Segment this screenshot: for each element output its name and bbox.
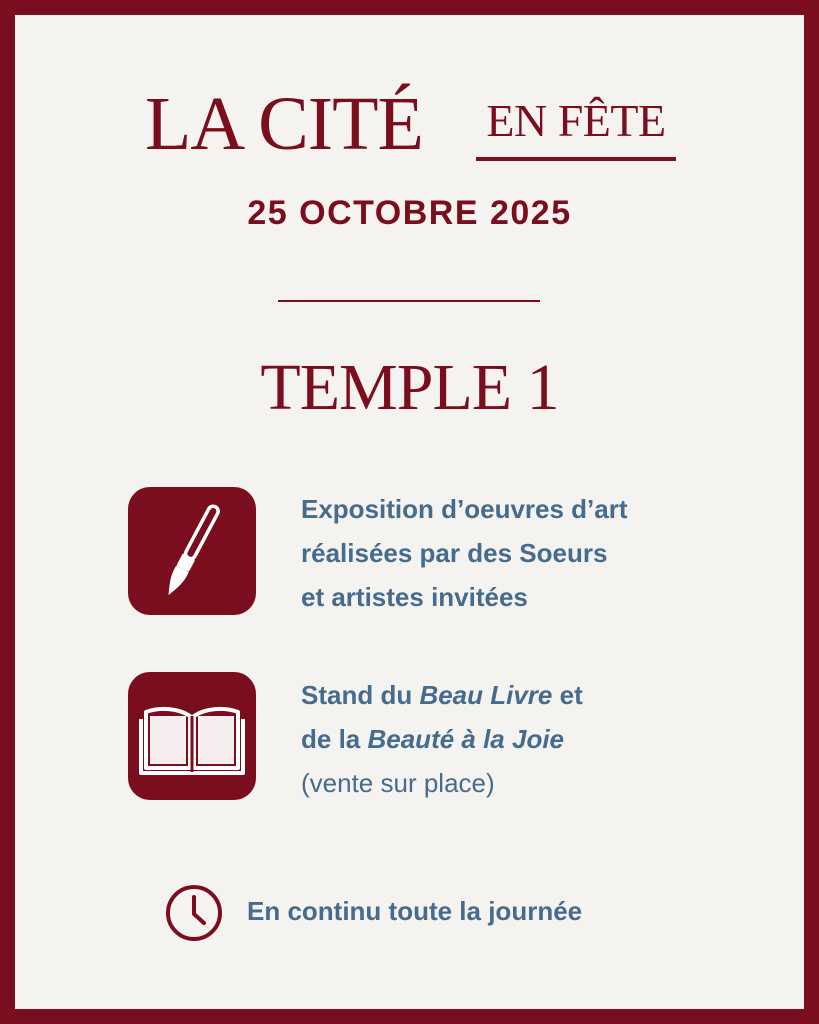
event-subtitle: EN FÊTE bbox=[486, 95, 666, 146]
item-stand-line1 bbox=[301, 673, 583, 717]
open-book-icon bbox=[128, 672, 256, 800]
open-book-icon-tile bbox=[128, 672, 256, 800]
paintbrush-icon-tile bbox=[128, 487, 256, 615]
item-stand-line3: (vente sur place) bbox=[301, 768, 495, 798]
clock-icon bbox=[165, 884, 223, 942]
item-stand-line2 bbox=[301, 717, 583, 761]
section-title: TEMPLE 1 bbox=[260, 351, 559, 424]
item-exposition-line2: réalisées par des Soeurs bbox=[301, 538, 608, 568]
subtitle-underline bbox=[476, 157, 676, 161]
divider bbox=[278, 300, 540, 302]
event-title: LA CITÉ bbox=[145, 82, 423, 166]
item-stand-line1-suffix: et bbox=[552, 680, 583, 710]
item-stand-line2-prefix: de la bbox=[301, 724, 368, 754]
item-stand-beaute-a-la-joie: Beauté à la Joie bbox=[367, 724, 565, 754]
event-date: 25 OCTOBRE 2025 bbox=[247, 194, 572, 232]
item-stand-text bbox=[301, 673, 583, 805]
item-stand-beau-livre: Beau Livre bbox=[419, 680, 553, 710]
schedule-text: En continu toute la journée bbox=[247, 896, 583, 926]
item-exposition-line3: et artistes invitées bbox=[301, 582, 528, 612]
item-exposition-text bbox=[301, 487, 628, 619]
item-exposition-line1: Exposition d’oeuvres d’art bbox=[301, 494, 628, 524]
paintbrush-icon bbox=[128, 487, 256, 615]
item-stand-line1-prefix: Stand du bbox=[301, 680, 420, 710]
